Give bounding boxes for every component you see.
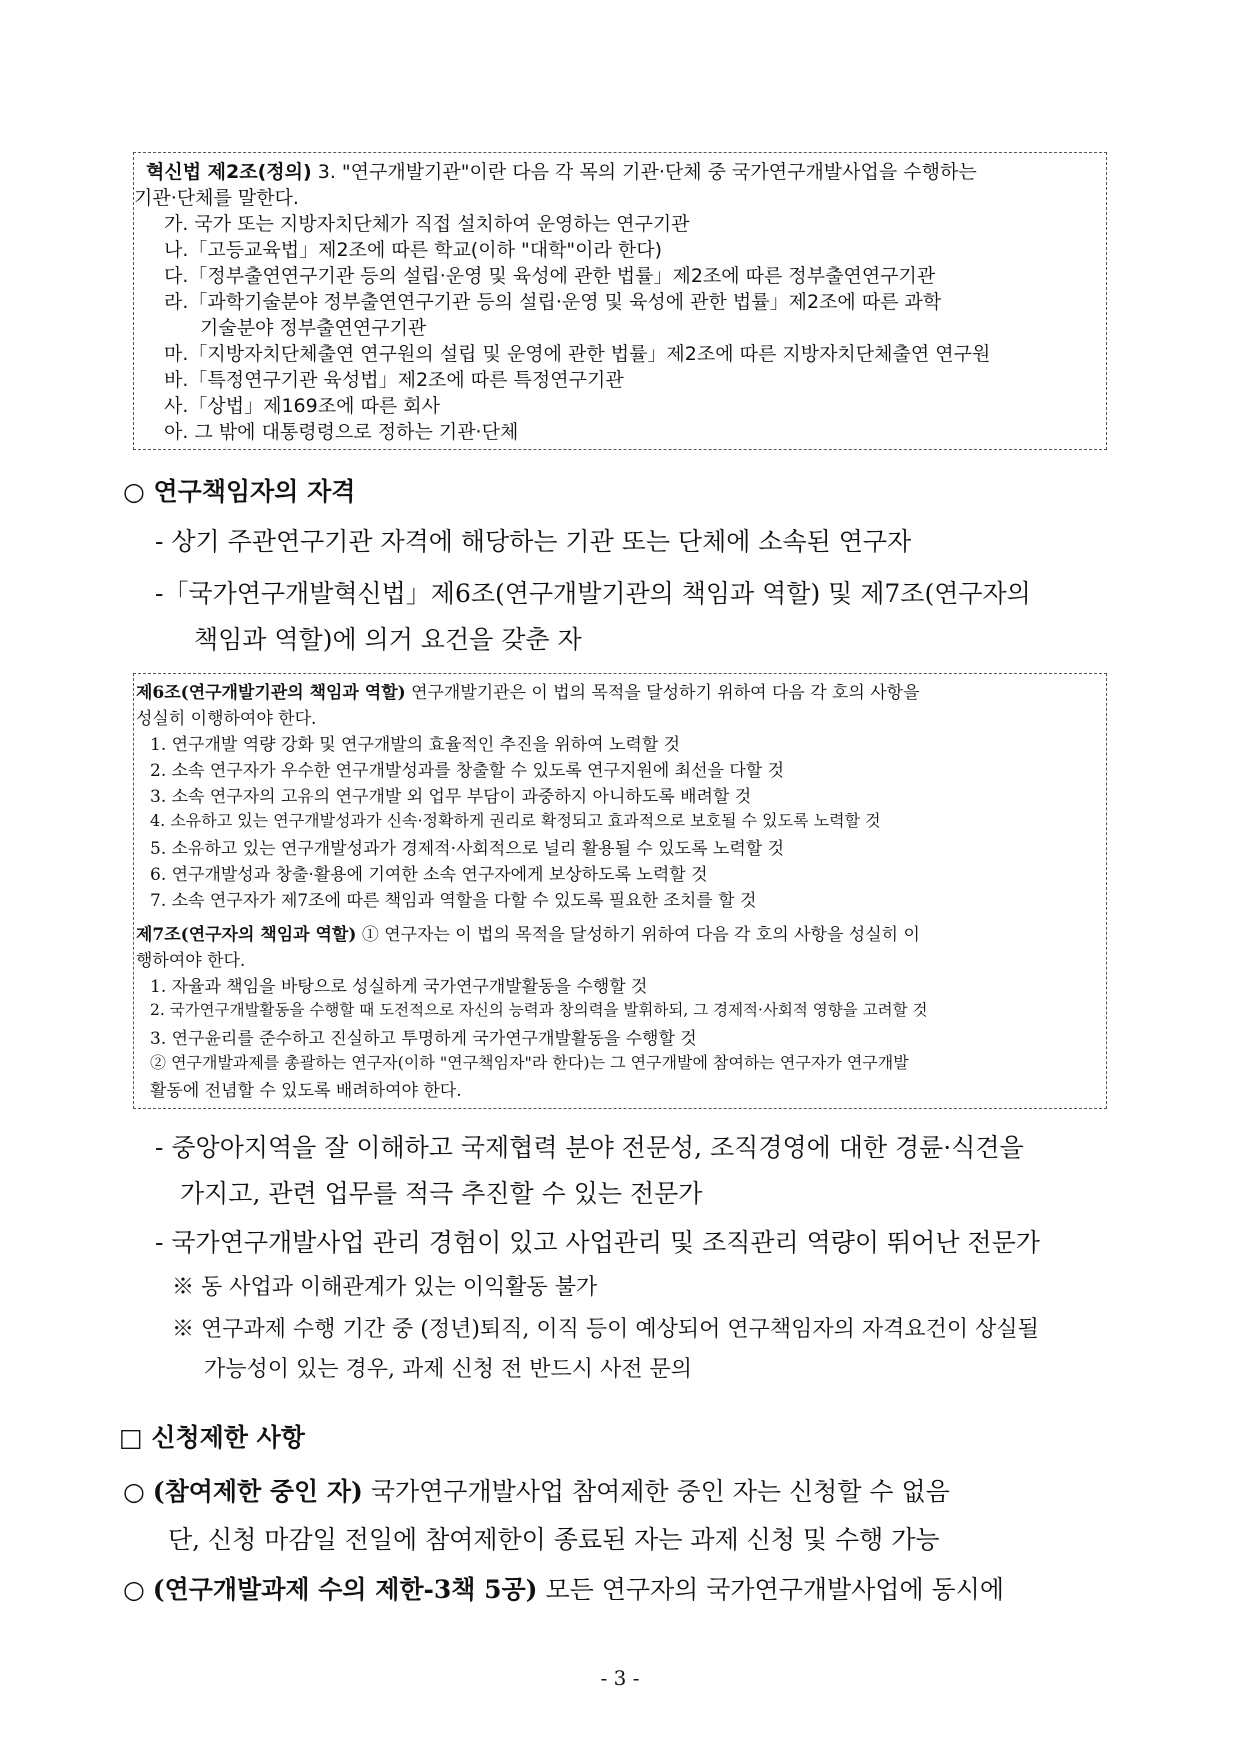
article-6-heading: 제6조(연구개발기관의 책임과 역할) 연구개발기관은 이 법의 목적을 달성하기 위하여 다음 각 호의 사항을: [136, 683, 920, 703]
list-item-cont: 기술분야 정부출연연구기관: [200, 317, 427, 339]
restriction-item-1-cont: 단, 신청 마감일 전일에 참여제한이 종료된 자는 과제 신청 및 수행 가능: [168, 1525, 940, 1554]
article-6-heading-cont: 성실히 이행하여야 한다.: [136, 709, 317, 729]
list-item: 아. 그 밖에 대통령령으로 정하는 기관·단체: [164, 421, 519, 443]
list-item: 2. 소속 연구자가 우수한 연구개발성과를 창출할 수 있도록 연구지원에 최선을 다할 것: [150, 761, 785, 781]
page-number: - 3 -: [600, 1666, 640, 1690]
requirement-line-1-cont: 가지고, 관련 업무를 적극 추진할 수 있는 전문가: [180, 1179, 703, 1208]
list-item: 1. 연구개발 역량 강화 및 연구개발의 효율적인 추진을 위하여 노력할 것: [150, 735, 681, 755]
requirement-line-2: - 국가연구개발사업 관리 경험이 있고 사업관리 및 조직관리 역량이 뛰어난 전문가: [155, 1228, 1040, 1257]
article-7-heading: 제7조(연구자의 책임과 역할) ① 연구자는 이 법의 목적을 달성하기 위하여 다음 각 호의 사항을 성실히 이: [136, 925, 920, 945]
list-item: 다.「정부출연연구기관 등의 설립·운영 및 육성에 관한 법률」제2조에 따른 정부출연연구기관: [164, 265, 936, 287]
article-2-heading: 혁신법 제2조(정의) 3. "연구개발기관"이란 다음 각 목의 기관·단체 중 국가연구개발사업을 수행하는: [146, 161, 977, 183]
restriction-item-1: ○ (참여제한 중인 자) 국가연구개발사업 참여제한 중인 자는 신청할 수 없음: [123, 1477, 950, 1506]
qualification-line-1: - 상기 주관연구기관 자격에 해당하는 기관 또는 단체에 소속된 연구자: [155, 527, 912, 556]
list-item: 나.「고등교육법」제2조에 따른 학교(이하 "대학"이라 한다): [164, 239, 663, 261]
list-item: 가. 국가 또는 지방자치단체가 직접 설치하여 운영하는 연구기관: [164, 213, 690, 235]
requirement-note-1: ※ 동 사업과 이해관계가 있는 이익활동 불가: [172, 1275, 598, 1300]
list-item: 마.「지방자치단체출연 연구원의 설립 및 운영에 관한 법률」제2조에 따른 지방자치단체출연 연구원: [164, 343, 991, 365]
list-item: 2. 국가연구개발활동을 수행할 때 도전적으로 자신의 능력과 창의력을 발휘하되, 그 경제적·사회적 영향을 고려할 것: [150, 1001, 928, 1019]
qualification-heading: ○ 연구책임자의 자격: [123, 477, 356, 506]
article-7-paragraph-2: ② 연구개발과제를 총괄하는 연구자(이하 "연구책임자"라 한다)는 그 연구개발에 참여하는 연구자가 연구개발: [150, 1053, 909, 1072]
qualification-line-2-cont: 책임과 역할)에 의거 요건을 갖춘 자: [194, 625, 582, 654]
requirement-line-1: - 중앙아지역을 잘 이해하고 국제협력 분야 전문성, 조직경영에 대한 경륜·식견을: [155, 1133, 1024, 1162]
requirement-note-2: ※ 연구과제 수행 기간 중 (정년)퇴직, 이직 등이 예상되어 연구책임자의 자격요건이 상실될: [172, 1317, 1039, 1342]
list-item: 바.「특정연구기관 육성법」제2조에 따른 특정연구기관: [164, 369, 624, 391]
list-item: 사.「상법」제169조에 따른 회사: [164, 395, 440, 417]
list-item: 3. 소속 연구자의 고유의 연구개발 외 업무 부담이 과중하지 아니하도록 배려할 것: [150, 787, 752, 807]
list-item: 4. 소유하고 있는 연구개발성과가 신속·정확하게 권리로 확정되고 효과적으로 보호될 수 있도록 노력할 것: [150, 811, 881, 830]
article-7-paragraph-2-cont: 활동에 전념할 수 있도록 배려하여야 한다.: [150, 1081, 462, 1101]
restriction-heading: □ 신청제한 사항: [119, 1423, 305, 1452]
restriction-item-2: ○ (연구개발과제 수의 제한-3책 5공) 모든 연구자의 국가연구개발사업에 동시에: [123, 1575, 1005, 1604]
article-2-heading-cont: 기관·단체를 말한다.: [134, 187, 299, 209]
law-article-2-box: [133, 152, 1107, 450]
law-article-6-7-box: [133, 673, 1107, 1109]
list-item: 라.「과학기술분야 정부출연연구기관 등의 설립·운영 및 육성에 관한 법률」제2조에 따른 과학: [164, 291, 942, 313]
list-item: 3. 연구윤리를 준수하고 진실하고 투명하게 국가연구개발활동을 수행할 것: [150, 1029, 697, 1049]
list-item: 1. 자율과 책임을 바탕으로 성실하게 국가연구개발활동을 수행할 것: [150, 977, 648, 997]
qualification-line-2: -「국가연구개발혁신법」제6조(연구개발기관의 책임과 역할) 및 제7조(연구자의: [155, 579, 1031, 608]
list-item: 6. 연구개발성과 창출·활용에 기여한 소속 연구자에게 보상하도록 노력할 것: [150, 865, 708, 885]
article-7-heading-cont: 행하여야 한다.: [136, 951, 246, 971]
requirement-note-2-cont: 가능성이 있는 경우, 과제 신청 전 반드시 사전 문의: [204, 1357, 692, 1382]
list-item: 7. 소속 연구자가 제7조에 따른 책임과 역할을 다할 수 있도록 필요한 조치를 할 것: [150, 891, 757, 911]
list-item: 5. 소유하고 있는 연구개발성과가 경제적·사회적으로 널리 활용될 수 있도록 노력할 것: [150, 839, 785, 859]
